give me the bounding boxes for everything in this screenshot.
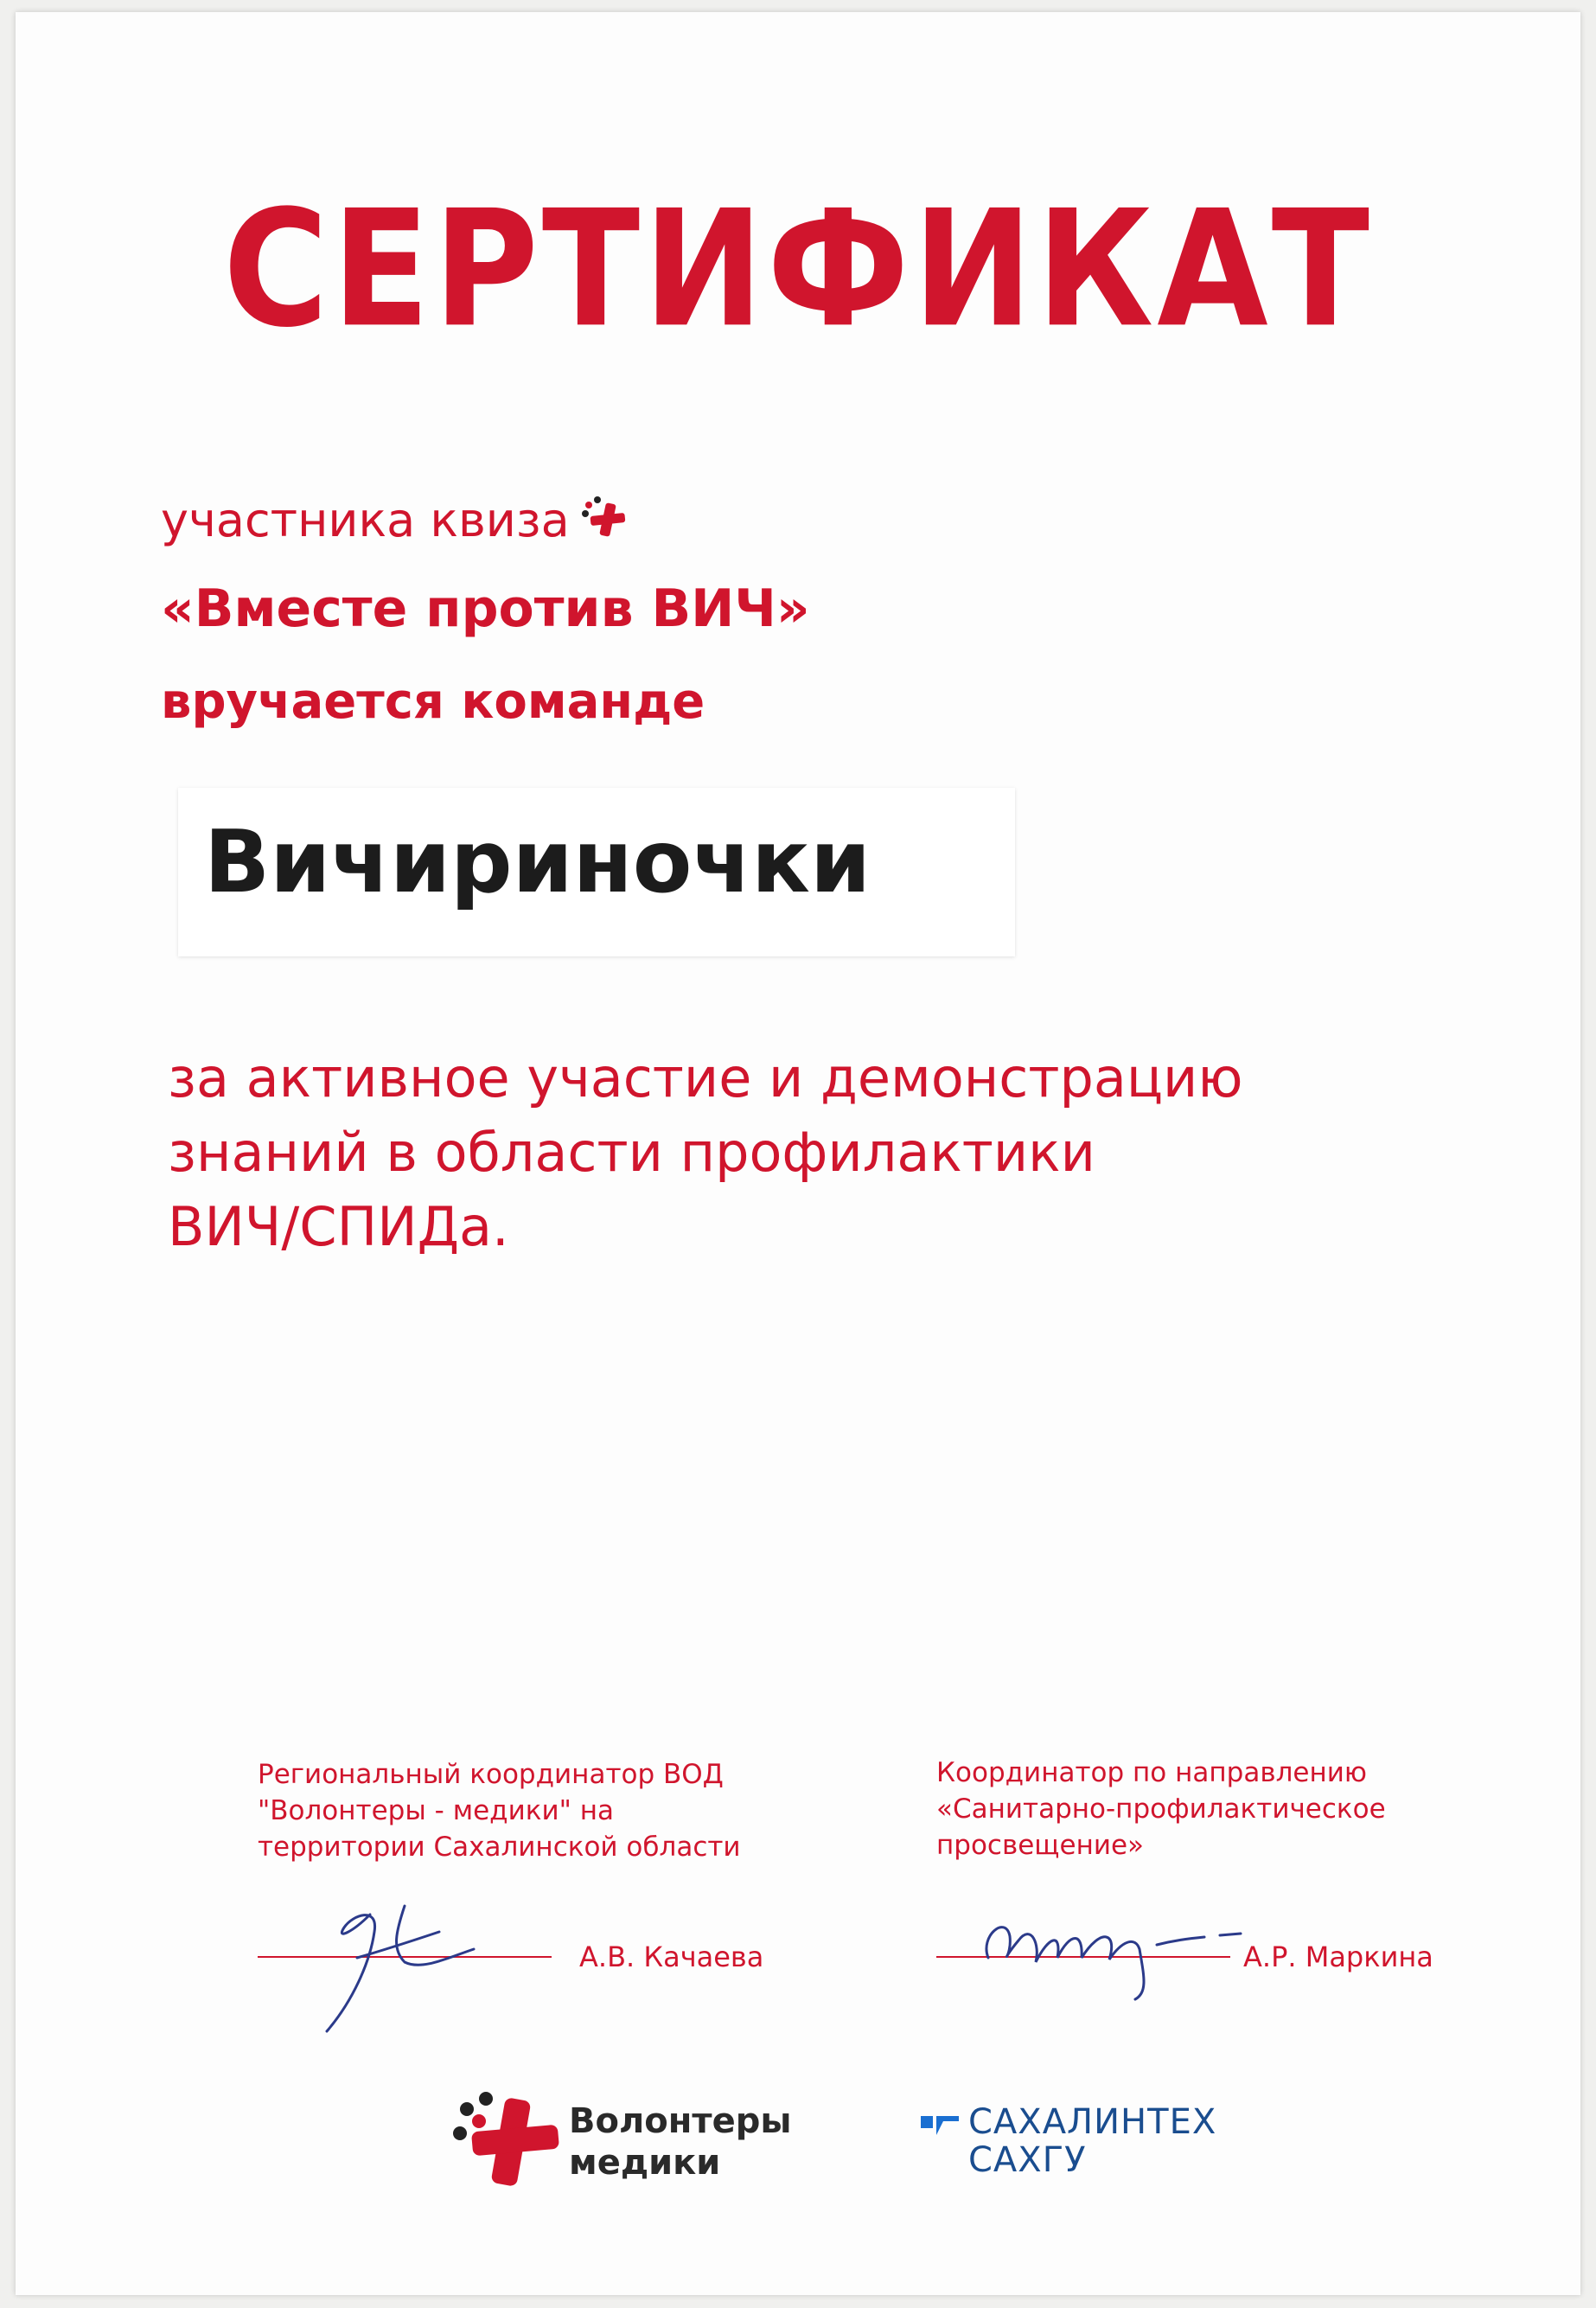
awarded-line: вручается команде [161, 674, 705, 730]
team-name-box [178, 788, 1015, 956]
position-line: Региональный координатор ВОД [258, 1759, 724, 1790]
reason-text [168, 1041, 1243, 1264]
quiz-name: «Вместе против ВИЧ» [161, 579, 810, 639]
team-name: Вичириночки [204, 811, 871, 912]
right-signatory-position [936, 1755, 1386, 1864]
left-handwritten-signature [310, 1880, 482, 2036]
participant-line [161, 493, 632, 547]
sakhalintech-mark-icon [919, 2109, 962, 2144]
left-signatory-position [258, 1756, 741, 1865]
volunteers-logo-line: Волонтеры [569, 2101, 792, 2141]
position-line: просвещение» [936, 1830, 1145, 1861]
position-line: «Санитарно-профилактическое [936, 1793, 1386, 1825]
right-handwritten-signature [971, 1897, 1248, 2001]
position-line: Координатор по направлению [936, 1757, 1367, 1788]
reason-line: знаний в области профилактики [168, 1121, 1095, 1184]
sakhalintech-logo-text [968, 2103, 1216, 2179]
right-signatory-name: А.Р. Маркина [1243, 1940, 1433, 1973]
certificate-sheet [16, 12, 1580, 2295]
small-cross-logo-icon [580, 496, 632, 540]
sakhalintech-logo-line: САХАЛИНТЕХ [968, 2102, 1217, 2142]
certificate-title: СЕРТИФИКАТ [223, 176, 1373, 364]
volunteers-logo-line: медики [569, 2143, 721, 2183]
reason-line: ВИЧ/СПИДа. [168, 1195, 509, 1258]
participant-text: участника квиза [161, 493, 570, 547]
sakhalintech-logo-line: САХГУ [968, 2140, 1087, 2180]
left-signatory-name: А.В. Качаева [579, 1940, 764, 1973]
position-line: "Волонтеры - медики" на [258, 1795, 615, 1826]
position-line: территории Сахалинской области [258, 1832, 741, 1863]
reason-line: за активное участие и демонстрацию [168, 1046, 1243, 1109]
red-cross-dots-icon [448, 2083, 569, 2196]
volunteers-logo-text [569, 2100, 792, 2183]
